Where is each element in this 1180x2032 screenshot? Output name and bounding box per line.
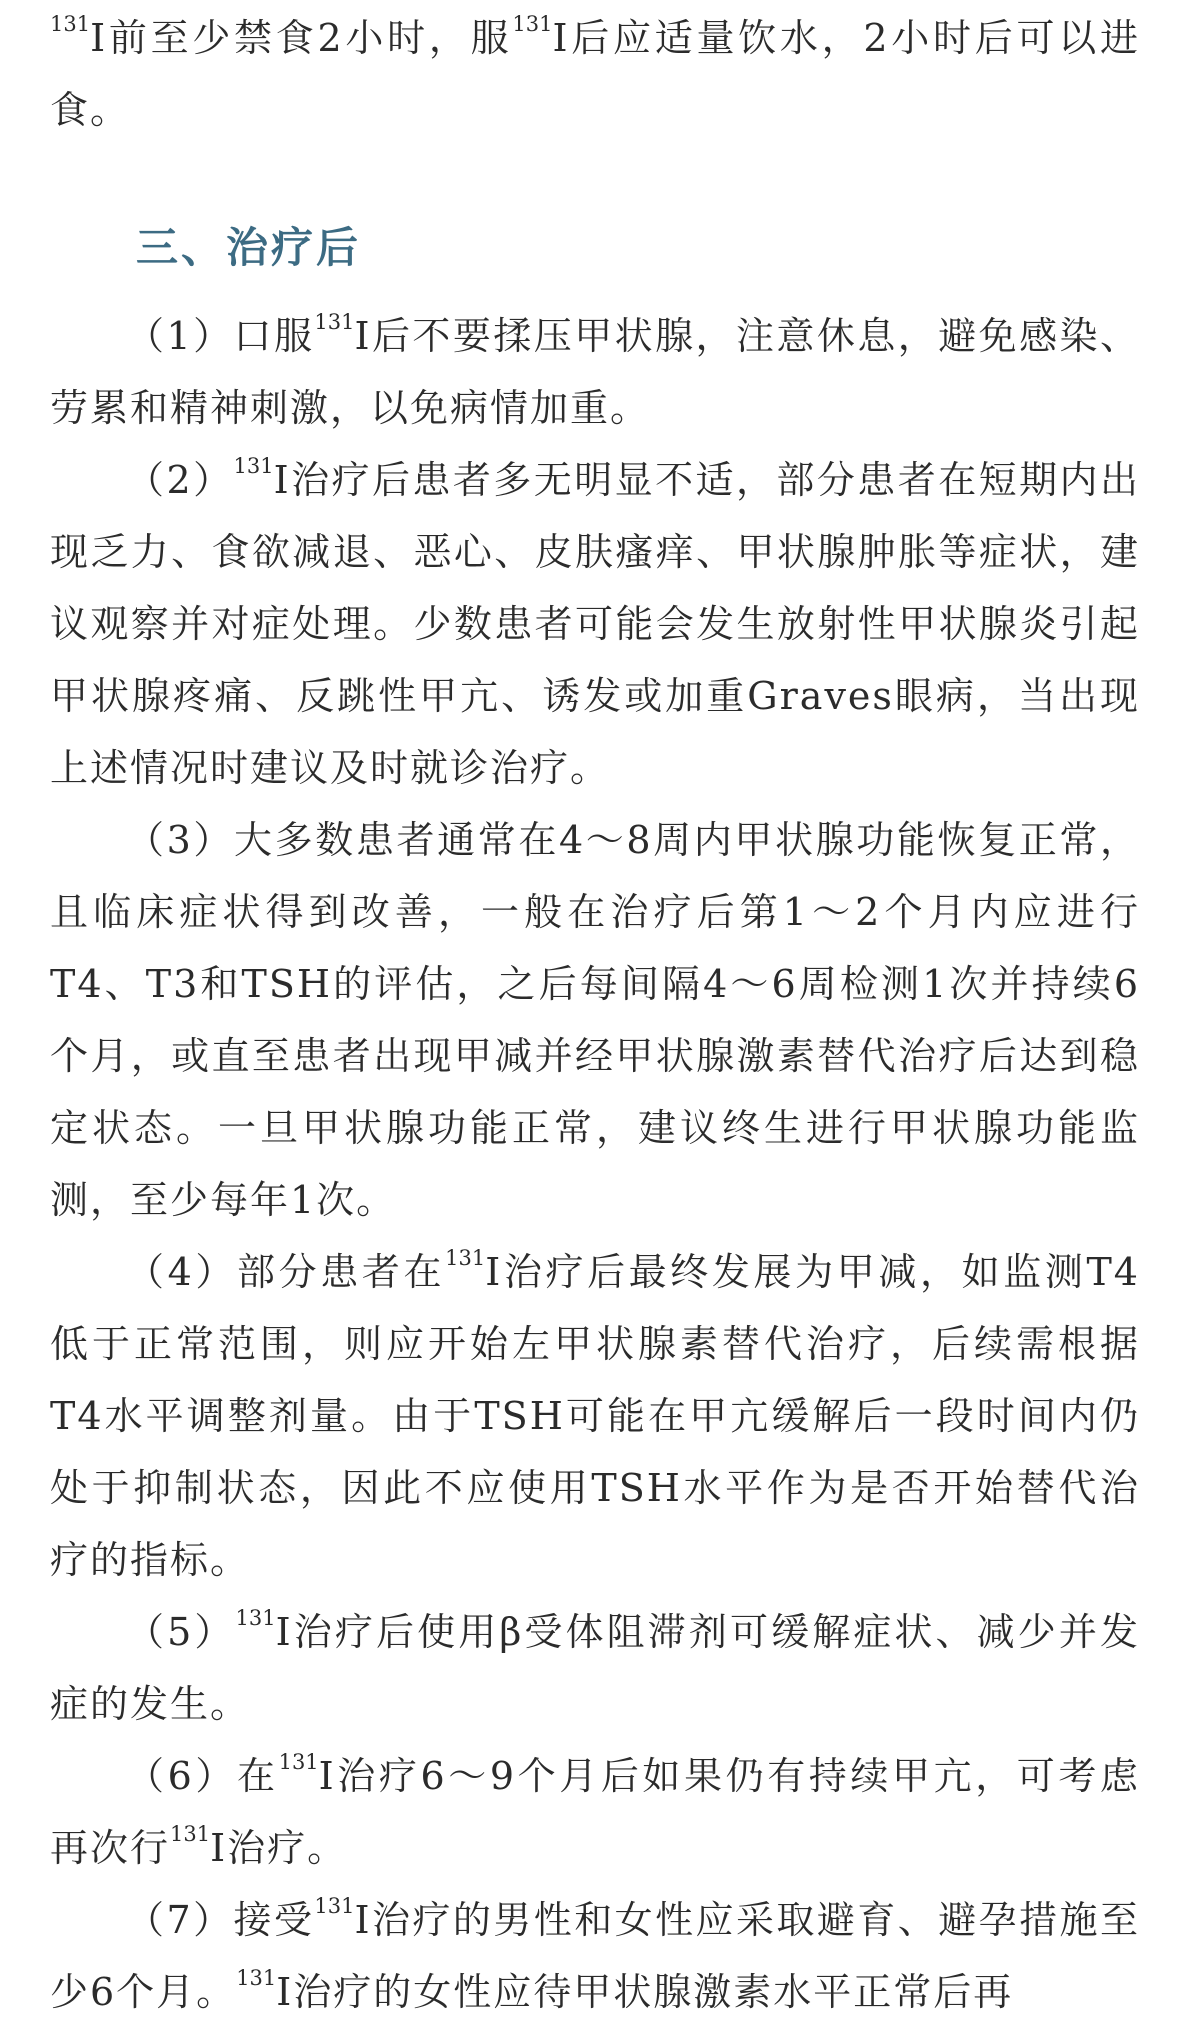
- item-1-text: I后不要揉压甲状腺，注意休息，避免感染、劳累和精神刺激，以免病情加重。: [50, 314, 1141, 430]
- isotope-superscript: 131: [233, 454, 274, 479]
- isotope-superscript: 131: [50, 12, 91, 37]
- item-4-text: I治疗后最终发展为甲减，如监测T4低于正常范围，则应开始左甲状腺素替代治疗，后续需根据T4水平调整剂量。由于TSH可能在甲亢缓解后一段时间内仍处于抑制状态，因此不应使用TSH水平作为是否开始替代治疗的指标。: [50, 1250, 1140, 1582]
- item-7-text: I治疗的男性和女性应采取避育、避孕措施至少6个月。: [50, 1898, 1141, 2014]
- item-6-text: I治疗6～9个月后如果仍有持续甲亢，可考虑再次行: [50, 1754, 1140, 1870]
- item-5-prefix: （5）: [126, 1610, 236, 1654]
- item-2-prefix: （2）: [126, 458, 234, 502]
- isotope-superscript: 131: [278, 1750, 319, 1775]
- item-3-paragraph: （3）大多数患者通常在4～8周内甲状腺功能恢复正常，且临床症状得到改善，一般在治疗后第1～2个月内应进行T4、T3和TSH的评估，之后每间隔4～6周检测1次并持续6个月，或直至患者出现甲减并经甲状腺激素替代治疗后达到稳定状态。一旦甲状腺功能正常，建议终生进行甲状腺功能监测，至少每年1次。: [50, 818, 1140, 1222]
- isotope-superscript: 131: [314, 310, 355, 335]
- item-5-text: I治疗后使用β受体阻滞剂可缓解症状、减少并发症的发生。: [50, 1610, 1140, 1726]
- isotope-superscript: 131: [445, 1246, 486, 1271]
- intro-text-1: I前至少禁食2小时，服: [90, 16, 513, 60]
- intro-text-2: I后应适量饮水，2小时后可以进食。: [50, 16, 1140, 132]
- item-6-paragraph: [50, 1740, 1140, 1884]
- item-2-paragraph: [50, 444, 1140, 804]
- item-2-text: I治疗后患者多无明显不适，部分患者在短期内出现乏力、食欲减退、恶心、皮肤瘙痒、甲状腺肿胀等症状，建议观察并对症处理。少数患者可能会发生放射性甲状腺炎引起甲状腺疼痛、反跳性甲亢、诱发或加重Graves眼病，当出现上述情况时建议及时就诊治疗。: [50, 458, 1140, 790]
- isotope-superscript: 131: [236, 1966, 277, 1991]
- item-7-text-end: I治疗的女性应待甲状腺激素水平正常后再: [276, 1970, 1014, 2014]
- intro-paragraph: [50, 2, 1140, 146]
- item-4-prefix: （4）部分患者在: [126, 1250, 446, 1294]
- item-5-paragraph: [50, 1596, 1140, 1740]
- isotope-superscript: 131: [170, 1822, 211, 1847]
- isotope-superscript: 131: [314, 1894, 355, 1919]
- section-heading: 三、治疗后: [136, 223, 362, 272]
- item-7-paragraph: [50, 1884, 1140, 2028]
- item-1-prefix: （1）口服: [126, 314, 315, 358]
- document-page: [50, 0, 1140, 2028]
- item-6-prefix: （6）在: [126, 1754, 279, 1798]
- isotope-superscript: 131: [512, 12, 553, 37]
- item-1-paragraph: [50, 300, 1140, 444]
- item-4-paragraph: [50, 1236, 1140, 1596]
- item-6-text-end: I治疗。: [210, 1826, 348, 1870]
- isotope-superscript: 131: [235, 1606, 276, 1631]
- item-7-prefix: （7）接受: [126, 1898, 315, 1942]
